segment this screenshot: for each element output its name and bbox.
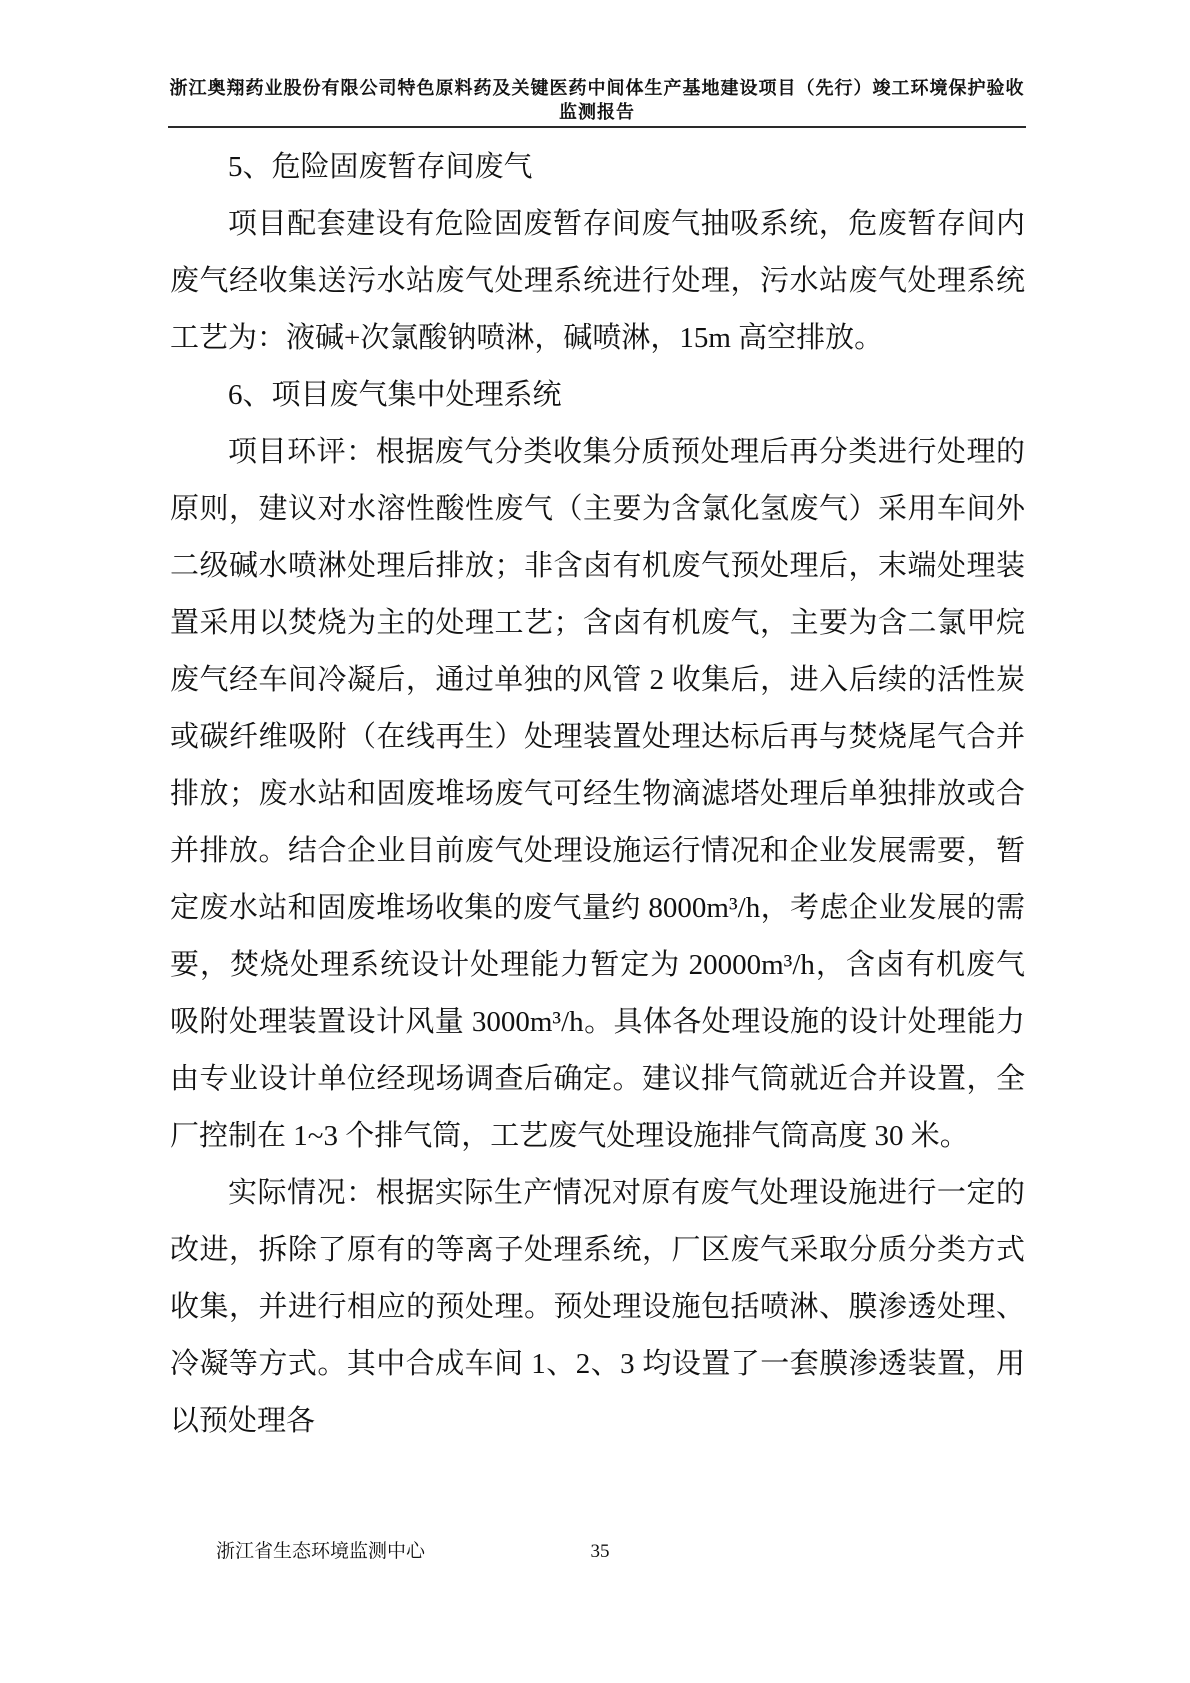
document-body [170,139,1025,1450]
page-footer [170,1532,1025,1572]
footer-organization: 浙江省生态环境监测中心 [216,1541,426,1562]
section-heading-6: 6、项目废气集中处理系统 [228,379,562,411]
header-running-title: 浙江奥翔药业股份有限公司特色原料药及关键医药中间体生产基地建设项目（先行）竣工环境保护验收监测报告 [169,78,1025,122]
header-divider [168,126,1026,128]
paragraph-actual-situation: 实际情况：根据实际生产情况对原有废气处理设施进行一定的改进，拆除了原有的等离子处理系统，厂区废气采取分质分类方式收集，并进行相应的预处理。预处理设施包括喷淋、膜渗透处理、冷凝等方式。其中合成车间 1、2、3 均设置了一套膜渗透装置，用以预处理各 [170,1177,1025,1437]
paragraph-eia-requirements: 项目环评：根据废气分类收集分质预处理后再分类进行处理的原则，建议对水溶性酸性废气（主要为含氯化氢废气）采用车间外二级碱水喷淋处理后排放；非含卤有机废气预处理后，末端处理装置采用以焚烧为主的处理工艺；含卤有机废气，主要为含二氯甲烷废气经车间冷凝后，通过单独的风管 2 收集后，进入后续的活性炭或碳纤维吸附（在线再生）处理装置处理达标后再与焚烧尾气合并排放；废水站和固废堆场废气可经生物滴滤塔处理后单独排放或合并排放。结合企业目前废气处理设施运行情况和企业发展需要，暂定废水站和固废堆场收集的废气量约 8000m³/h，考虑企业发展的需要，焚烧处理系统设计处理能力暂定为 20000m³/h，含卤有机废气吸附处理装置设计风量 3000m³/h。具体各处理设施的设计处理能力由专业设计单位经现场调查后确定。建议排气筒就近合并设置，全厂控制在 1~3 个排气筒，工艺废气处理设施排气筒高度 30 米。 [170,436,1025,1152]
footer-page-number: 35 [590,1541,610,1562]
section-heading-5: 5、危险固废暂存间废气 [228,151,533,183]
paragraph-hazardous-waste-room-gas: 项目配套建设有危险固废暂存间废气抽吸系统，危废暂存间内废气经收集送污水站废气处理系统进行处理，污水站废气处理系统工艺为：液碱+次氯酸钠喷淋，碱喷淋，15m 高空排放。 [170,208,1025,354]
page-header [168,76,1026,124]
